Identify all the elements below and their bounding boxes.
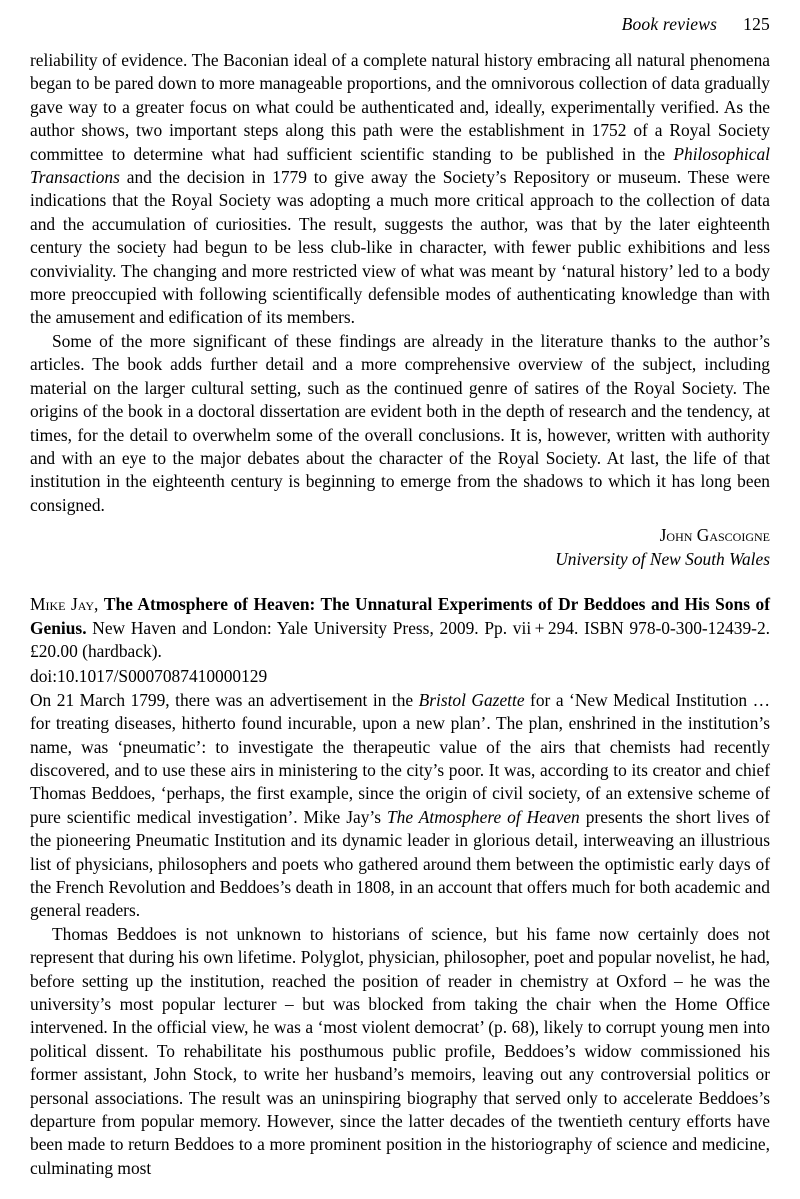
- review-two-paragraph-2: Thomas Beddoes is not unknown to historians of science, but his fame now certainly does not represent that during his own lifetime. Polyglot, physician, philosopher, poet and popular novelist, he had, before setting up the institution, reached the position of reader in chemistry at Oxford – he was the university’s most popular lecturer – but was blocked from taking the chair when the Home Office intervened. In the official view, he was a ‘most violent democrat’ (p. 68), likely to corrupt young men into political dissent. To rehabilitate his posthumous public profile, Beddoes’s widow commissioned his former assistant, John Stock, to write her husband’s memoirs, leaving out any controversial politics or personal associations. The result was an uninspiring biography that served only to accelerate Beddoes’s departure from popular memory. However, since the latter decades of the twentieth century efforts have been made to return Beddoes to a more prominent position in the historiography of science and medicine, culminating most: [30, 923, 770, 1178]
- page-number: 125: [743, 14, 770, 34]
- review-two-doi: doi:10.1017/S0007087410000129: [30, 666, 268, 687]
- review-two-paragraph-1: On 21 March 1799, there was an advertisement in the Bristol Gazette for a ‘New Medical Institution … for treating diseases, hitherto found incurable, upon a new plan’. The plan, enshrined in the institution’s name, was ‘pneumatic’: to investigate the therapeutic value of the airs that chemists had recently discovered, and to use these airs in ministering to the city’s poor. It was, according to its creator and chief Thomas Beddoes, ‘perhaps, the first example, since the origin of civil society, of an extensive scheme of pure scientific medical investigation’. Mike Jay’s The Atmosphere of Heaven presents the short lives of the pioneering Pneumatic Institution and its dynamic leader in glorious detail, interweaving an illustrious list of physicians, philosophers and poets who gathered around them between the optimistic early days of the French Revolution and Beddoes’s death in 1808, in an account that offers much for both academic and general readers.: [30, 689, 770, 921]
- running-head: [30, 14, 770, 35]
- running-head-title: Book reviews: [621, 14, 718, 34]
- review-two-header: Mike Jay, The Atmosphere of Heaven: The Unnatural Experiments of Dr Beddoes and His Sons of Genius. New Haven and London: Yale University Press, 2009. Pp. vii + 294. ISBN 978-0-300-12439-2. £20.00 (hardback).: [30, 594, 770, 661]
- reviewer-affiliation: University of New South Wales: [555, 548, 770, 569]
- review-one-paragraph-2: Some of the more significant of these findings are already in the literature thanks to the author’s articles. The book adds further detail and a more comprehensive overview of the subject, including material on the larger cultural setting, such as the continued genre of satires of the Royal Society. The origins of the book in a doctoral dissertation are evident both in the depth of research and the tendency, at times, for the detail to overwhelm some of the overall conclusions. It is, however, written with authority and with an eye to the major debates about the character of the Royal Society. At last, the life of that institution in the eighteenth century is beginning to emerge from the shadows to which it has long been consigned.: [30, 330, 770, 515]
- review-one-paragraph-1: reliability of evidence. The Baconian ideal of a complete natural history embracing all natural phenomena began to be pared down to more manageable proportions, and the omnivorous collection of data gradually gave way to a greater focus on what could be authenticated and, ideally, experimentally verified. As the author shows, two important steps along this path were the establishment in 1752 of a Royal Society committee to determine what had sufficient scientific standing to be published in the Philosophical Transactions and the decision in 1779 to give away the Society’s Repository or museum. These were indications that the Royal Society was adopting a much more critical approach to the collection of data and the accumulation of curiosities. The result, suggests the author, was that by the later eighteenth century the society had begun to be less club-like in character, with fewer public exhibitions and less conviviality. The changing and more restricted view of what was meant by ‘natural history’ led to a body more preoccupied with following scientifically defensible modes of authenticating knowledge than with the amusement and edification of its members.: [30, 50, 770, 328]
- review-one-signature: [30, 524, 770, 571]
- reviewer-name: John Gascoigne: [659, 525, 770, 546]
